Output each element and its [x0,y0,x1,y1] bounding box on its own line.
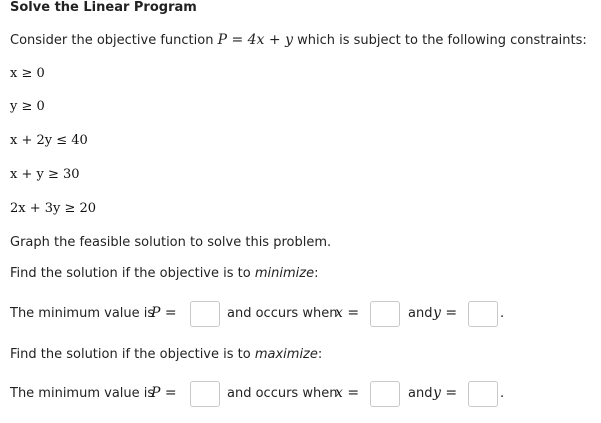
minimize-prompt [10,266,318,281]
constraint-1: x ≥ 0 [10,66,45,81]
constraint-3: x + 2y ≤ 40 [10,133,88,148]
minimize-answer-label: The minimum value is [10,306,155,321]
minimize-prompt-before: Find the solution if the objective is to [10,266,251,281]
minimize-var-p: P = [151,305,177,321]
objective-function: P = 4x + y [217,32,293,48]
maximize-var-y: y = [433,385,458,401]
maximize-var-x: x = [335,385,360,401]
minimize-prompt-after: : [314,266,319,281]
maximize-x-input[interactable] [370,381,400,407]
maximize-prompt-before: Find the solution if the objective is to [10,347,251,362]
maximize-and-label: and [408,386,433,401]
minimize-var-x: x = [335,305,360,321]
maximize-period: . [500,386,505,401]
minimize-period: . [500,306,505,321]
intro-after: which is subject to the following constraints: [297,33,587,48]
maximize-occurs-label: and occurs when [227,386,338,401]
maximize-y-input[interactable] [468,381,498,407]
constraint-5: 2x + 3y ≥ 20 [10,201,97,216]
maximize-var-p: P = [151,385,177,401]
minimize-y-input[interactable] [468,301,498,327]
minimize-and-label: and [408,306,433,321]
minimize-prompt-emph: minimize [254,266,315,281]
maximize-prompt [10,347,322,362]
minimize-var-y: y = [433,305,458,321]
graph-instruction: Graph the feasible solution to solve this problem. [10,235,332,250]
intro-before: Consider the objective function [10,33,214,48]
maximize-prompt-after: : [317,347,323,362]
minimize-p-input[interactable] [190,301,220,327]
minimize-occurs-label: and occurs when [227,306,338,321]
constraint-4: x + y ≥ 30 [10,167,80,182]
maximize-prompt-emph: maximize [254,347,318,362]
maximize-answer-label: The minimum value is [10,386,155,401]
intro-line [10,32,587,48]
page-title: Solve the Linear Program [10,0,197,15]
maximize-p-input[interactable] [190,381,220,407]
minimize-x-input[interactable] [370,301,400,327]
constraint-2: y ≥ 0 [10,99,45,114]
